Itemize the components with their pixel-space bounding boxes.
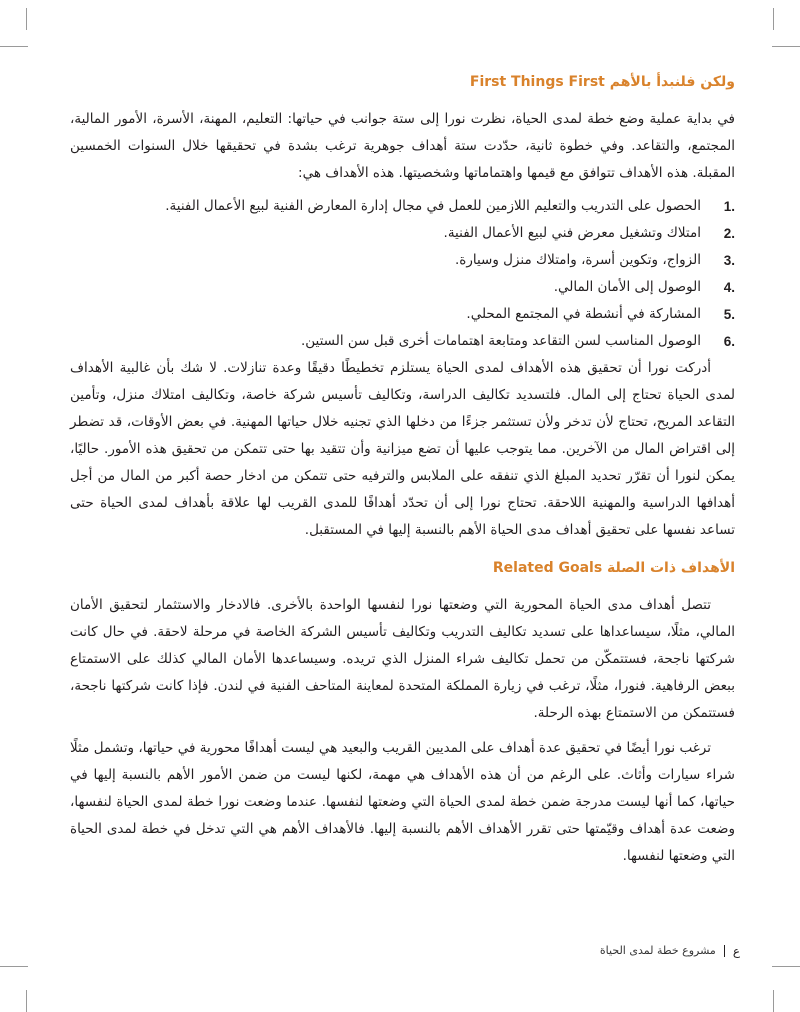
- goal-item: [70, 328, 735, 355]
- goal-item: [70, 193, 735, 220]
- goal-text: المشاركة في أنشطة في المجتمع المحلي.: [466, 306, 701, 322]
- related-goals-paragraph-1: تتصل أهداف مدى الحياة المحورية التي وضعتها نورا لنفسها الواحدة بالأخرى. فالادخار والاستثمار لتحقيق الأمان المالي، مثلًا، سيساعداها على تسديد تكاليف التدريب وتكاليف تأسيس الشركة الخاصة في مرحلة لاحقة. في حال كانت شركتها ناجحة، فستتمكّن من تحمل تكاليف شراء المنزل الذي تريده. وسيساعدها الأمان المالي كذلك على الاستمتاع ببعض الرفاهية. فنورا، مثلًا، ترغب في زيارة المملكة المتحدة لمعاينة المتاحف الفنية في لندن. فإذا كانت شركتها ناجحة، فستتمكن من الاستمتاع بهذه الرحلة.: [70, 597, 735, 721]
- crop-mark: [26, 8, 27, 30]
- section-heading-first-things-first: ولكن فلنبدأ بالأهم First Things First: [469, 74, 735, 90]
- crop-mark: [772, 46, 800, 47]
- goal-item: [70, 247, 735, 274]
- page-number: ع: [732, 944, 740, 958]
- crop-mark: [0, 46, 28, 47]
- goal-item: [70, 220, 735, 247]
- body-paragraph: أدركت نورا أن تحقيق هذه الأهداف لمدى الحياة يستلزم تخطيطًا دقيقًا وعدة تنازلات. لا شك بأن غالبية الأهداف لمدى الحياة تحتاج إلى المال. فلتسديد تكاليف الدراسة، وتكاليف تأسيس شركة خاصة، وتكاليف امتلاك منزل، وتأمين التقاعد المريح، تحتاج لأن تدخر ولأن تستثمر جزءًا من دخلها الذي تجنيه خلال حياتها المهنية. في بعض الأوقات، قد تضطر إلى اقتراض المال من الآخرين. مما يتوجب عليها أن تضع ميزانية وأن تتقيد بها حتى تتمكن من تحقيق هذه الأمور. حاليًا، يمكن لنورا أن تقرّر تحديد المبلغ الذي تنفقه على الملابس والترفيه حتى تتمكن من ادخار حصة أكبر من المال من أجل أهدافها الدراسية والمهنية اللاحقة. تحتاج نورا إلى أن تحدّد أهدافًا للمدى القريب لها علاقة بأهداف لمدى الحياة حتى تساعد نفسها على تحقيق أهداف مدى الحياة الأهم بالنسبة إليها في المستقبل.: [70, 360, 735, 538]
- goal-item: [70, 301, 735, 328]
- goal-item: [70, 274, 735, 301]
- goal-number: 3.: [723, 253, 735, 268]
- goal-text: الحصول على التدريب والتعليم اللازمين للعمل في مجال إدارة المعارض الفنية لبيع الأعمال الفنية.: [165, 198, 701, 214]
- goals-list: [70, 193, 735, 355]
- goal-number: 6.: [723, 334, 735, 349]
- goal-text: الوصول إلى الأمان المالي.: [553, 279, 701, 295]
- crop-mark: [772, 966, 800, 967]
- page-footer: [560, 944, 740, 958]
- footer-title: مشروع خطة لمدى الحياة: [599, 944, 716, 957]
- goal-number: 5.: [723, 307, 735, 322]
- goal-text: امتلاك وتشغيل معرض فني لبيع الأعمال الفنية.: [443, 225, 701, 241]
- related-goals-paragraph-2: ترغب نورا أيضًا في تحقيق عدة أهداف على المديين القريب والبعيد هي ليست أهدافًا محورية في حياتها، وتشمل مثلًا شراء سيارات وأثاث. على الرغم من أن هذه الأهداف هي مهمة، لكنها ليست من ضمن الأمور الأهم بالنسبة إليها في حياتها، كما أنها ليست مدرجة ضمن خطة لمدى الحياة التي وضعتها لنفسها. عندما وضعت نورا خطة لمدى الحياة لنفسها، وضعت عدة أهداف وقيّمتها حتى تقرر الأهداف الأهم بالنسبة إليها. فالأهداف الأهم هي التي تدخل في خطة لمدى الحياة التي وضعتها لنفسها.: [70, 740, 735, 864]
- section-heading-related-goals: الأهداف ذات الصلة Related Goals: [492, 560, 735, 576]
- crop-mark: [0, 966, 28, 967]
- goal-number: 2.: [723, 226, 735, 241]
- goal-number: 1.: [723, 199, 735, 214]
- intro-paragraph: في بداية عملية وضع خطة لمدى الحياة، نظرت نورا إلى ستة جوانب في حياتها: التعليم، المهنة، الأسرة، الأمور المالية، المجتمع، والتقاعد. وفي خطوة ثانية، حدّدت ستة أهداف جوهرية ترغب بشدة في تحقيقها خلال السنوات الخمسين المقبلة. هذه الأهداف تتوافق مع قيمها واهتماماتها وشخصيتها. هذه الأهداف هي:: [70, 111, 735, 181]
- goal-number: 4.: [723, 280, 735, 295]
- goal-text: الوصول المناسب لسن التقاعد ومتابعة اهتمامات أخرى قبل سن الستين.: [300, 333, 701, 349]
- crop-mark: [773, 8, 774, 30]
- footer-divider: [724, 945, 725, 957]
- goal-text: الزواج، وتكوين أسرة، وامتلاك منزل وسيارة.: [454, 252, 701, 268]
- page-content: [70, 72, 735, 870]
